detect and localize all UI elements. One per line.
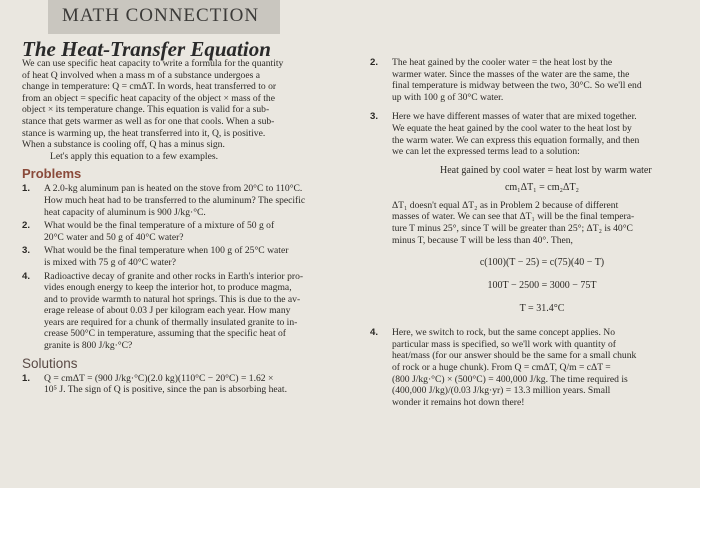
intro-line: When a substance is cooling off, Q has a minus sign. bbox=[22, 139, 225, 151]
right-column bbox=[370, 57, 692, 410]
solution-line: heat/mass (for our answer should be the same for a small chunk bbox=[392, 350, 637, 362]
problem-line: 20°C water and 50 g of 40°C water? bbox=[44, 231, 184, 243]
intro-line: object × its temperature change. This equation is valid for a sub- bbox=[22, 104, 270, 116]
intro-paragraph bbox=[22, 58, 352, 162]
solution-line: 10⁵ J. The sign of Q is positive, since the pan is absorbing heat. bbox=[44, 384, 287, 396]
spacer bbox=[392, 246, 692, 256]
solution-line: We equate the heat gained by the cool water to the heat lost by bbox=[392, 122, 632, 134]
page-heading: The Heat-Transfer Equation bbox=[22, 37, 271, 61]
problem-line: crease 500°C in temperature, assuming that the specific heat of bbox=[44, 328, 286, 340]
solution-line: the warm water. We can express this equation formally, and then bbox=[392, 134, 640, 146]
intro-line: stance that gets warmer as well as for one that cools. When a sub- bbox=[22, 115, 275, 127]
intro-line: Let's apply this equation to a few examples. bbox=[50, 150, 218, 162]
problem-line: Radioactive decay of granite and other rocks in Earth's interior pro- bbox=[44, 270, 304, 282]
solution-line: of rock or a huge chunk). From Q = cmΔT, Q/m = cΔT = bbox=[392, 361, 611, 373]
spacer bbox=[392, 292, 692, 302]
problem-number: 1. bbox=[22, 183, 31, 195]
solution-line: masses of water. We can see that ΔT₁ will be the final tempera- bbox=[392, 211, 635, 223]
equation-heat-balance: Heat gained by cool water = heat lost by warm water bbox=[440, 164, 652, 176]
banner-title: MATH CONNECTION bbox=[62, 5, 260, 26]
problem-number: 3. bbox=[22, 245, 31, 257]
intro-line: stance is warming up, the heat transferred into it, Q, is positive. bbox=[22, 127, 266, 139]
solution-line: (400,000 J/kg)/(0.03 J/kg·yr) = 13.3 million years. Small bbox=[392, 385, 611, 397]
problem-line: is mixed with 75 g of 40°C water? bbox=[44, 256, 176, 268]
problem-line: years are required for a chunk of thermally insulated granite to in- bbox=[44, 316, 298, 328]
solution-line: we can let the expressed terms lead to a solution: bbox=[392, 146, 580, 158]
equation-step-2: 100T − 2500 = 3000 − 75T bbox=[487, 280, 597, 292]
solution-line: particular mass is specified, so we'll work with quantity of bbox=[392, 338, 616, 350]
problem-line: erage release of about 0.03 J per kilogram each year. How many bbox=[44, 305, 291, 317]
problem-line: How much heat had to be transferred to the aluminum? The specific bbox=[44, 194, 306, 206]
solution-number: 4. bbox=[370, 327, 379, 339]
problem-line: What would be the final temperature of a mixture of 50 g of bbox=[44, 220, 275, 232]
problem-line: vides enough energy to keep the interior hot, to produce magma, bbox=[44, 282, 292, 294]
problem-line: A 2.0-kg aluminum pan is heated on the stove from 20°C to 110°C. bbox=[44, 183, 303, 195]
solution-line: up with 100 g of 30°C water. bbox=[392, 91, 504, 103]
problem-line: granite is 800 J/kg·°C? bbox=[44, 340, 133, 352]
problem-number: 2. bbox=[22, 220, 31, 232]
problem-number: 4. bbox=[22, 270, 31, 282]
intro-line: of heat Q involved when a mass m of a substance undergoes a bbox=[22, 69, 261, 81]
solution-line: Here, we switch to rock, but the same concept applies. No bbox=[392, 327, 615, 339]
problem-line: What would be the final temperature when 100 g of 25°C water bbox=[44, 245, 289, 257]
solution-item bbox=[370, 327, 692, 408]
intro-line: We can use specific heat capacity to write a formula for the quantity bbox=[22, 58, 284, 69]
intro-line: change in temperature: Q = cmΔT. In words, heat transferred to or bbox=[22, 81, 277, 93]
solution-line: Here we have different masses of water that are mixed together. bbox=[392, 111, 637, 123]
solution-line: final temperature is midway between the two, 30°C. So we'll end bbox=[392, 80, 642, 92]
solution-line: Q = cmΔT = (900 J/kg·°C)(2.0 kg)(110°C − 20°C) = 1.62 × bbox=[44, 372, 274, 384]
solution-number: 3. bbox=[370, 111, 379, 123]
spacer bbox=[392, 269, 692, 279]
problems-heading: Problems bbox=[22, 166, 82, 182]
problem-item bbox=[22, 183, 352, 218]
solution-item bbox=[370, 111, 692, 315]
solution-line: (800 J/kg·°C) × (500°C) = 400,000 J/kg. The time required is bbox=[392, 373, 628, 385]
solution-line: The heat gained by the cooler water = the heat lost by the bbox=[392, 57, 613, 68]
problem-item bbox=[22, 245, 352, 268]
solution-item bbox=[22, 373, 352, 396]
equation-symbolic: cm₁ΔT₁ = cm₂ΔT₂ bbox=[504, 181, 580, 193]
spacer bbox=[370, 317, 692, 327]
problem-item bbox=[22, 220, 352, 243]
problem-line: and to provide warmth to natural hot springs. This is due to the av- bbox=[44, 293, 301, 305]
solution-item bbox=[370, 57, 692, 103]
equation-result: T = 31.4°C bbox=[519, 303, 565, 315]
equation-step-1: c(100)(T − 25) = c(75)(40 − T) bbox=[479, 257, 605, 269]
intro-line: from an object = specific heat capacity of the object × mass of the bbox=[22, 92, 275, 104]
section-banner bbox=[48, 0, 280, 34]
solution-number: 2. bbox=[370, 57, 379, 68]
solution-line: ΔT₁ doesn't equal ΔT₂ as in Problem 2 because of different bbox=[392, 199, 619, 211]
solution-line: wonder it remains hot down there! bbox=[392, 396, 525, 408]
problem-item bbox=[22, 271, 352, 352]
solution-line: minus T, because T will be less than 40°. Then, bbox=[392, 234, 573, 246]
solution-line: ture T minus 25°, since T will be greater than 25°; ΔT₂ is 40°C bbox=[392, 222, 633, 234]
solutions-heading: Solutions bbox=[22, 355, 78, 371]
solution-number: 1. bbox=[22, 372, 31, 384]
solution-line: warmer water. Since the masses of the water are the same, the bbox=[392, 68, 630, 80]
left-column bbox=[22, 58, 352, 398]
problem-line: heat capacity of aluminum is 900 J/kg·°C. bbox=[44, 206, 206, 218]
